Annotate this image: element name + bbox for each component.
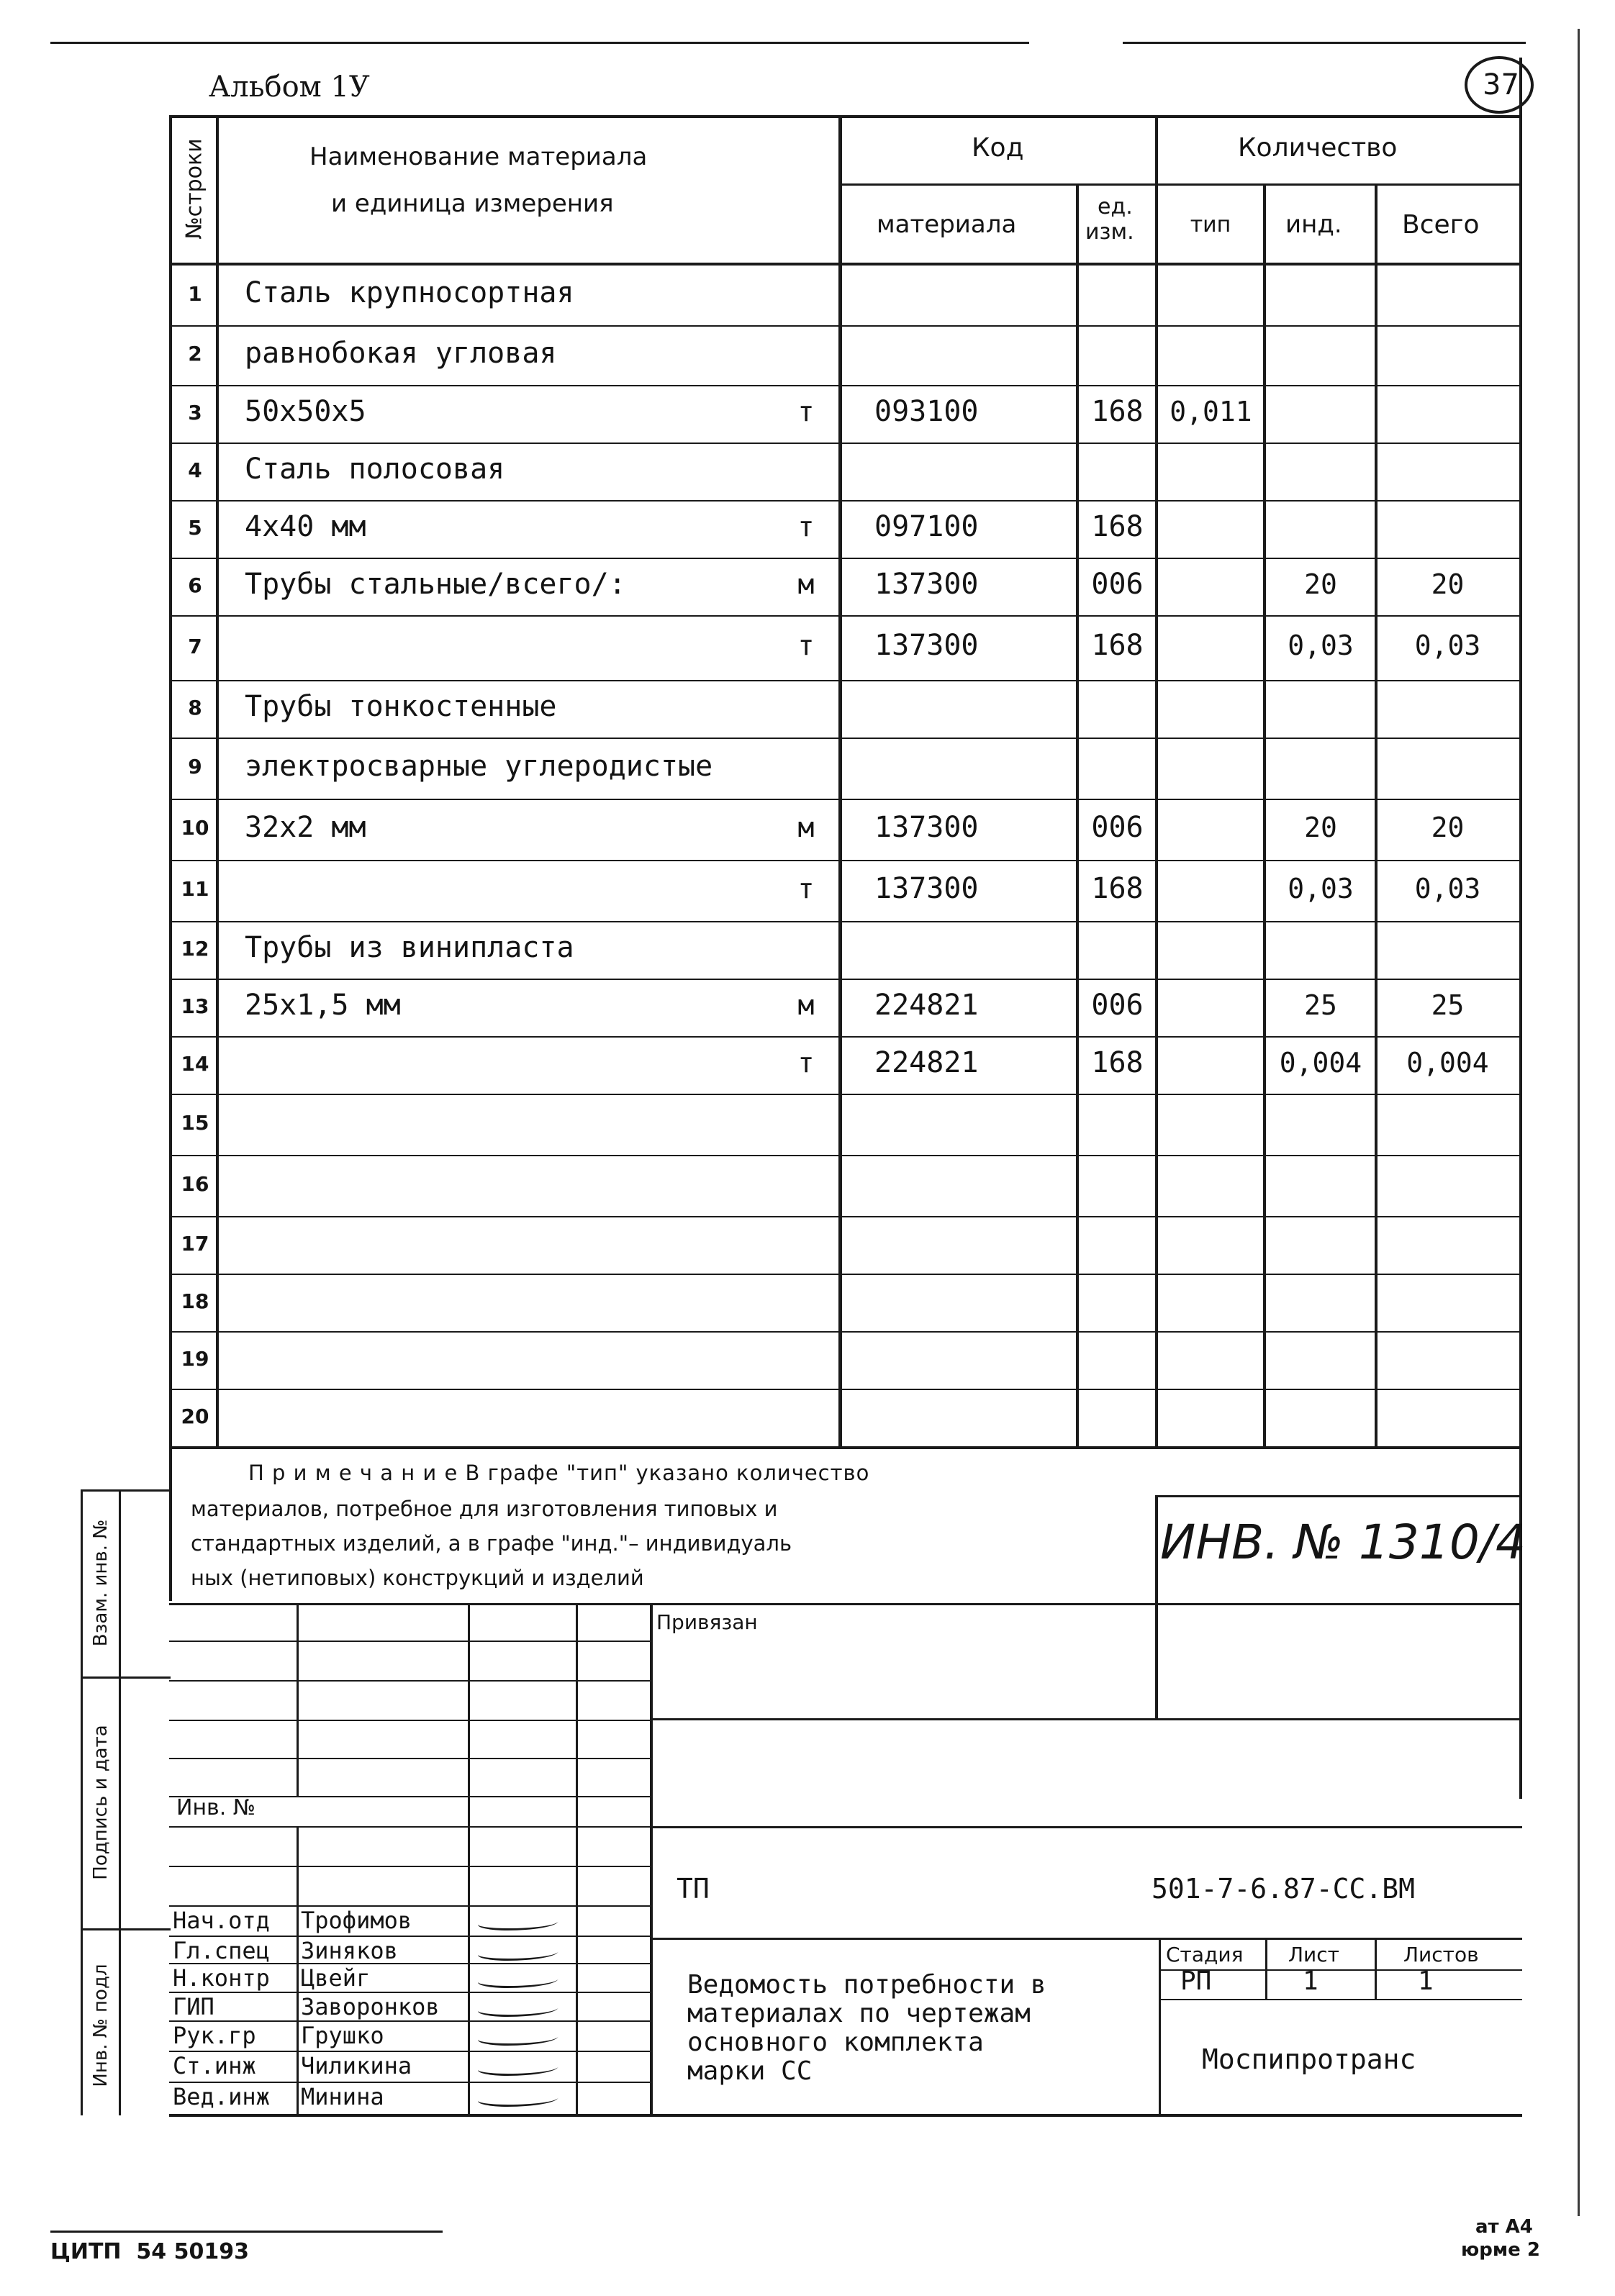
qty-ind: 0,004: [1279, 1047, 1362, 1079]
material-code: 137300: [874, 810, 979, 844]
row-number: 13: [181, 994, 209, 1018]
album-title: Альбом 1У: [209, 71, 370, 104]
code-header: Код: [972, 133, 1024, 163]
row-number: 10: [181, 816, 209, 840]
ind-header: инд.: [1285, 210, 1342, 239]
row-number: 5: [188, 515, 202, 540]
signer-role: Гл.спец: [173, 1937, 270, 1964]
document-title-line: Ведомость потребности в: [687, 1970, 1046, 2000]
unit-code: 006: [1091, 989, 1144, 1022]
material-unit: т: [797, 872, 815, 904]
row-number: 2: [188, 342, 202, 366]
signer-role: Рук.гр: [173, 2022, 256, 2049]
row-number: 15: [181, 1111, 209, 1135]
sheet-label: Лист: [1288, 1943, 1339, 1966]
material-name: Сталь крупносортная: [245, 276, 574, 309]
qty-type: 0,011: [1170, 396, 1252, 428]
unit-header-line2: изм.: [1085, 219, 1134, 245]
signature-mark: [476, 2002, 561, 2017]
unit-code: 168: [1091, 395, 1144, 428]
signature-mark: [476, 2092, 561, 2107]
row-number: 6: [188, 573, 202, 597]
row-number: 16: [181, 1172, 209, 1197]
row-number: 19: [181, 1346, 209, 1371]
signer-name: Заворонков: [301, 1993, 440, 2020]
unit-header-line1: ед.: [1098, 194, 1133, 219]
document-title-line: основного комплекта: [687, 2028, 984, 2057]
page-number: 37: [1483, 68, 1519, 101]
document-title-line: материалах по чертежам: [687, 1999, 1031, 2028]
material-name: Трубы из винипласта: [245, 931, 574, 964]
material-code: 137300: [874, 629, 979, 662]
material-unit: м: [797, 989, 815, 1022]
tp-label: ТП: [677, 1873, 710, 1905]
side-label-podpis: Подпись и дата: [90, 1725, 112, 1880]
footer-right-line1: ат А4: [1475, 2216, 1533, 2238]
row-number: 11: [181, 877, 209, 902]
row-number: 17: [181, 1231, 209, 1256]
stage-label: Стадия: [1166, 1943, 1244, 1966]
unit-code: 006: [1091, 568, 1144, 601]
document-code: 501-7-6.87-СС.ВМ: [1152, 1873, 1416, 1905]
qty-ind: 0,03: [1288, 630, 1354, 662]
material-name: Трубы тонкостенные: [245, 690, 557, 723]
side-label-vzam: Взам. инв. №: [90, 1519, 112, 1647]
code-material-header: материала: [877, 210, 1017, 239]
name-header-line1: Наименование материала: [309, 142, 648, 171]
material-unit: т: [797, 1047, 815, 1079]
unit-code: 006: [1091, 810, 1144, 844]
material-code: 093100: [874, 395, 979, 428]
name-header-line2: и единица измерения: [331, 189, 614, 218]
row-number: 12: [181, 936, 209, 961]
signer-role: Ст.инж: [173, 2052, 256, 2079]
row-number: 4: [188, 458, 202, 482]
qty-total: 0,03: [1414, 630, 1481, 662]
material-name: 4x40 мм: [245, 510, 366, 543]
footer-right-line2: юрме 2: [1461, 2239, 1540, 2261]
material-name: 50x50x5: [245, 395, 366, 428]
footer-left: ЦИТП 54 50193: [50, 2239, 249, 2264]
qty-ind: 20: [1304, 811, 1337, 843]
signer-name: Зиняков: [301, 1937, 398, 1964]
row-number: 7: [188, 634, 202, 658]
unit-code: 168: [1091, 871, 1144, 905]
signer-name: Чиликина: [301, 2052, 412, 2079]
signature-mark: [476, 1946, 561, 1961]
signer-role: Нач.отд: [173, 1907, 270, 1934]
row-number-header: №строки: [181, 138, 207, 240]
signature-mark: [476, 1915, 561, 1930]
side-label-inv-podl: Инв. № подл: [90, 1964, 112, 2087]
material-unit: т: [797, 396, 815, 428]
qty-ind: 0,03: [1288, 872, 1354, 904]
row-number: 1: [188, 281, 202, 306]
row-number: 3: [188, 400, 202, 425]
material-code: 137300: [874, 568, 979, 601]
row-number: 9: [188, 755, 202, 779]
sheets-value: 1: [1418, 1966, 1434, 1996]
material-name: 25x1,5 мм: [245, 989, 401, 1022]
note-line-3: стандартных изделий, а в графе "инд."– индивидуаль: [191, 1531, 792, 1556]
qty-total: 20: [1431, 568, 1465, 601]
note-line-4: ных (нетиповых) конструкций и изделий: [191, 1566, 644, 1590]
sheet-value: 1: [1303, 1966, 1318, 1996]
privyazan-label: Привязан: [656, 1610, 758, 1634]
row-number: 8: [188, 695, 202, 720]
inv-no-label: Инв. №: [176, 1795, 256, 1820]
signer-name: Грушко: [301, 2022, 384, 2049]
signature-mark: [476, 2030, 561, 2046]
qty-ind: 20: [1304, 568, 1337, 601]
qty-ind: 25: [1304, 989, 1337, 1022]
type-header: тип: [1190, 212, 1231, 237]
total-header: Всего: [1402, 210, 1480, 240]
row-number: 14: [181, 1051, 209, 1076]
material-code: 097100: [874, 510, 979, 543]
material-name: электросварные углеродистые: [245, 749, 713, 783]
material-unit: м: [797, 811, 815, 843]
row-number: 18: [181, 1289, 209, 1313]
material-name: Трубы стальные/всего/:: [245, 568, 626, 601]
material-name: равнобокая угловая: [245, 336, 557, 370]
signature-mark: [476, 1973, 561, 1988]
qty-total: 20: [1431, 811, 1465, 843]
stage-value: РП: [1180, 1966, 1212, 1996]
qty-total: 0,03: [1414, 872, 1481, 904]
unit-code: 168: [1091, 629, 1144, 662]
material-code: 224821: [874, 989, 979, 1022]
material-unit: т: [797, 630, 815, 662]
signer-name: Цвейг: [301, 1964, 371, 1992]
document-title-line: марки СС: [687, 2056, 813, 2086]
qty-total: 0,004: [1406, 1047, 1489, 1079]
unit-code: 168: [1091, 1046, 1144, 1079]
inventory-number: ИНВ. № 1310/4: [1160, 1515, 1526, 1570]
quantity-header: Количество: [1238, 133, 1398, 163]
signature-mark: [476, 2061, 561, 2076]
material-code: 137300: [874, 871, 979, 905]
org-name: Моспипротранс: [1202, 2043, 1416, 2075]
sheets-label: Листов: [1403, 1943, 1479, 1966]
row-number: 20: [181, 1404, 209, 1428]
note-line-1: П р и м е ч а н и е В графе "тип" указано количество: [248, 1461, 870, 1485]
material-unit: т: [797, 511, 815, 543]
material-name: 32x2 мм: [245, 810, 366, 844]
material-name: Сталь полосовая: [245, 453, 505, 486]
qty-total: 25: [1431, 989, 1465, 1022]
signer-name: Минина: [301, 2083, 384, 2110]
note-line-2: материалов, потребное для изготовления типовых и: [191, 1497, 778, 1521]
signer-role: Вед.инж: [173, 2083, 270, 2110]
material-code: 224821: [874, 1046, 979, 1079]
unit-code: 168: [1091, 510, 1144, 543]
signer-name: Трофимов: [301, 1907, 412, 1934]
signer-role: Н.контр: [173, 1964, 270, 1992]
signer-role: ГИП: [173, 1993, 214, 2020]
material-unit: м: [797, 568, 815, 601]
